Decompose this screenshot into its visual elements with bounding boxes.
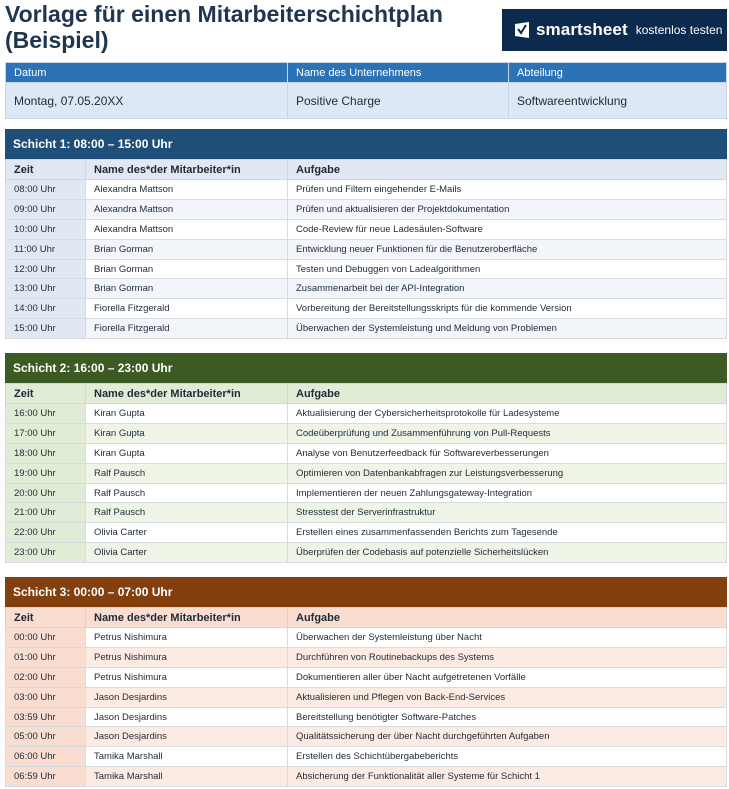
employee-cell[interactable]: Ralf Pausch xyxy=(86,463,288,483)
column-header-task: Aufgabe xyxy=(288,608,727,628)
table-row xyxy=(6,180,727,200)
table-row xyxy=(6,319,727,339)
info-header-company: Name des Unternehmens xyxy=(288,63,509,83)
brand-name: smartsheet xyxy=(536,20,628,39)
employee-cell[interactable]: Petrus Nishimura xyxy=(86,628,288,648)
employee-cell[interactable]: Alexandra Mattson xyxy=(86,219,288,239)
time-cell[interactable]: 11:00 Uhr xyxy=(6,239,86,259)
table-row xyxy=(6,687,727,707)
table-row xyxy=(6,423,727,443)
info-company-value[interactable]: Positive Charge xyxy=(288,83,509,119)
employee-cell[interactable]: Brian Gorman xyxy=(86,239,288,259)
task-cell[interactable]: Implementieren der neuen Zahlungsgateway-Integration xyxy=(288,483,727,503)
task-cell[interactable]: Erstellen eines zusammenfassenden Berichts zum Tagesende xyxy=(288,523,727,543)
task-cell[interactable]: Überwachen der Systemleistung und Meldung von Problemen xyxy=(288,319,727,339)
table-row xyxy=(6,463,727,483)
column-header-time: Zeit xyxy=(6,384,86,404)
task-cell[interactable]: Code-Review für neue Ladesäulen-Software xyxy=(288,219,727,239)
task-cell[interactable]: Überprüfen der Codebasis auf potenzielle Sicherheitslücken xyxy=(288,543,727,563)
shift-header: Schicht 1: 08:00 – 15:00 Uhr xyxy=(5,129,727,159)
column-header-employee: Name des*der Mitarbeiter*in xyxy=(86,160,288,180)
employee-cell[interactable]: Alexandra Mattson xyxy=(86,180,288,200)
task-cell[interactable]: Entwicklung neuer Funktionen für die Benutzeroberfläche xyxy=(288,239,727,259)
time-cell[interactable]: 17:00 Uhr xyxy=(6,423,86,443)
time-cell[interactable]: 18:00 Uhr xyxy=(6,443,86,463)
task-cell[interactable]: Prüfen und Filtern eingehender E-Mails xyxy=(288,180,727,200)
task-cell[interactable]: Codeüberprüfung und Zusammenführung von Pull-Requests xyxy=(288,423,727,443)
time-cell[interactable]: 23:00 Uhr xyxy=(6,543,86,563)
task-cell[interactable]: Absicherung der Funktionalität aller Systeme für Schicht 1 xyxy=(288,767,727,787)
shift-1-section xyxy=(5,129,727,339)
info-department-value[interactable]: Softwareentwicklung xyxy=(509,83,727,119)
smartsheet-check-icon xyxy=(514,22,530,38)
employee-cell[interactable]: Brian Gorman xyxy=(86,259,288,279)
shift-table xyxy=(5,607,727,787)
employee-cell[interactable]: Tamika Marshall xyxy=(86,747,288,767)
task-cell[interactable]: Vorbereitung der Bereitstellungsskripts für die kommende Version xyxy=(288,299,727,319)
employee-cell[interactable]: Petrus Nishimura xyxy=(86,647,288,667)
employee-cell[interactable]: Olivia Carter xyxy=(86,523,288,543)
table-row xyxy=(6,503,727,523)
time-cell[interactable]: 20:00 Uhr xyxy=(6,483,86,503)
employee-cell[interactable]: Alexandra Mattson xyxy=(86,199,288,219)
employee-cell[interactable]: Tamika Marshall xyxy=(86,767,288,787)
table-row xyxy=(6,279,727,299)
table-row xyxy=(6,707,727,727)
column-header-time: Zeit xyxy=(6,160,86,180)
task-cell[interactable]: Analyse von Benutzerfeedback für Softwareverbesserungen xyxy=(288,443,727,463)
time-cell[interactable]: 03:59 Uhr xyxy=(6,707,86,727)
table-row xyxy=(6,647,727,667)
employee-cell[interactable]: Fiorella Fitzgerald xyxy=(86,319,288,339)
info-date-value[interactable]: Montag, 07.05.20XX xyxy=(6,83,288,119)
time-cell[interactable]: 00:00 Uhr xyxy=(6,628,86,648)
task-cell[interactable]: Durchführen von Routinebackups des Systems xyxy=(288,647,727,667)
smartsheet-trial-banner[interactable] xyxy=(502,9,727,51)
column-header-time: Zeit xyxy=(6,608,86,628)
employee-cell[interactable]: Jason Desjardins xyxy=(86,687,288,707)
shift-header: Schicht 3: 00:00 – 07:00 Uhr xyxy=(5,577,727,607)
task-cell[interactable]: Überwachen der Systemleistung über Nacht xyxy=(288,628,727,648)
employee-cell[interactable]: Ralf Pausch xyxy=(86,503,288,523)
column-header-task: Aufgabe xyxy=(288,384,727,404)
employee-cell[interactable]: Jason Desjardins xyxy=(86,707,288,727)
task-cell[interactable]: Bereitstellung benötigter Software-Patches xyxy=(288,707,727,727)
time-cell[interactable]: 01:00 Uhr xyxy=(6,647,86,667)
table-row xyxy=(6,483,727,503)
time-cell[interactable]: 21:00 Uhr xyxy=(6,503,86,523)
time-cell[interactable]: 08:00 Uhr xyxy=(6,180,86,200)
employee-cell[interactable]: Jason Desjardins xyxy=(86,727,288,747)
trial-link[interactable]: kostenlos testen xyxy=(635,23,723,37)
shift-header: Schicht 2: 16:00 – 23:00 Uhr xyxy=(5,353,727,383)
shift-3-section xyxy=(5,577,727,787)
employee-cell[interactable]: Kiran Gupta xyxy=(86,404,288,424)
column-header-employee: Name des*der Mitarbeiter*in xyxy=(86,608,288,628)
time-cell[interactable]: 03:00 Uhr xyxy=(6,687,86,707)
time-cell[interactable]: 12:00 Uhr xyxy=(6,259,86,279)
task-cell[interactable]: Prüfen und aktualisieren der Projektdokumentation xyxy=(288,199,727,219)
shift-table xyxy=(5,383,727,563)
time-cell[interactable]: 15:00 Uhr xyxy=(6,319,86,339)
time-cell[interactable]: 22:00 Uhr xyxy=(6,523,86,543)
time-cell[interactable]: 06:00 Uhr xyxy=(6,747,86,767)
task-cell[interactable]: Optimieren von Datenbankabfragen zur Leistungsverbesserung xyxy=(288,463,727,483)
table-row xyxy=(6,404,727,424)
shift-2-section xyxy=(5,353,727,563)
info-table xyxy=(5,62,727,119)
task-cell[interactable]: Aktualisieren und Pflegen von Back-End-Services xyxy=(288,687,727,707)
task-cell[interactable]: Qualitätssicherung der über Nacht durchgeführten Aufgaben xyxy=(288,727,727,747)
table-row xyxy=(6,443,727,463)
info-header-department: Abteilung xyxy=(509,63,727,83)
table-row xyxy=(6,543,727,563)
page-title: Vorlage für einen Mitarbeiterschichtplan (Beispiel) xyxy=(5,1,443,53)
table-row xyxy=(6,523,727,543)
shift-table xyxy=(5,159,727,339)
time-cell[interactable]: 19:00 Uhr xyxy=(6,463,86,483)
info-header-date: Datum xyxy=(6,63,288,83)
employee-cell[interactable]: Kiran Gupta xyxy=(86,443,288,463)
table-row xyxy=(6,219,727,239)
table-row xyxy=(6,628,727,648)
time-cell[interactable]: 14:00 Uhr xyxy=(6,299,86,319)
time-cell[interactable]: 16:00 Uhr xyxy=(6,404,86,424)
task-cell[interactable]: Zusammenarbeit bei der API-Integration xyxy=(288,279,727,299)
task-cell[interactable]: Erstellen des Schichtübergabeberichts xyxy=(288,747,727,767)
time-cell[interactable]: 09:00 Uhr xyxy=(6,199,86,219)
task-cell[interactable]: Aktualisierung der Cybersicherheitsprotokolle für Ladesysteme xyxy=(288,404,727,424)
employee-cell[interactable]: Fiorella Fitzgerald xyxy=(86,299,288,319)
table-row xyxy=(6,667,727,687)
time-cell[interactable]: 10:00 Uhr xyxy=(6,219,86,239)
employee-cell[interactable]: Ralf Pausch xyxy=(86,483,288,503)
table-row xyxy=(6,727,727,747)
table-row xyxy=(6,747,727,767)
task-cell[interactable]: Dokumentieren aller über Nacht aufgetretenen Vorfälle xyxy=(288,667,727,687)
employee-cell[interactable]: Olivia Carter xyxy=(86,543,288,563)
time-cell[interactable]: 06:59 Uhr xyxy=(6,767,86,787)
table-row xyxy=(6,299,727,319)
column-header-task: Aufgabe xyxy=(288,160,727,180)
time-cell[interactable]: 02:00 Uhr xyxy=(6,667,86,687)
time-cell[interactable]: 13:00 Uhr xyxy=(6,279,86,299)
task-cell[interactable]: Testen und Debuggen von Ladealgorithmen xyxy=(288,259,727,279)
table-row xyxy=(6,767,727,787)
time-cell[interactable]: 05:00 Uhr xyxy=(6,727,86,747)
employee-cell[interactable]: Kiran Gupta xyxy=(86,423,288,443)
employee-cell[interactable]: Brian Gorman xyxy=(86,279,288,299)
employee-cell[interactable]: Petrus Nishimura xyxy=(86,667,288,687)
table-row xyxy=(6,199,727,219)
task-cell[interactable]: Stresstest der Serverinfrastruktur xyxy=(288,503,727,523)
column-header-employee: Name des*der Mitarbeiter*in xyxy=(86,384,288,404)
table-row xyxy=(6,239,727,259)
table-row xyxy=(6,259,727,279)
